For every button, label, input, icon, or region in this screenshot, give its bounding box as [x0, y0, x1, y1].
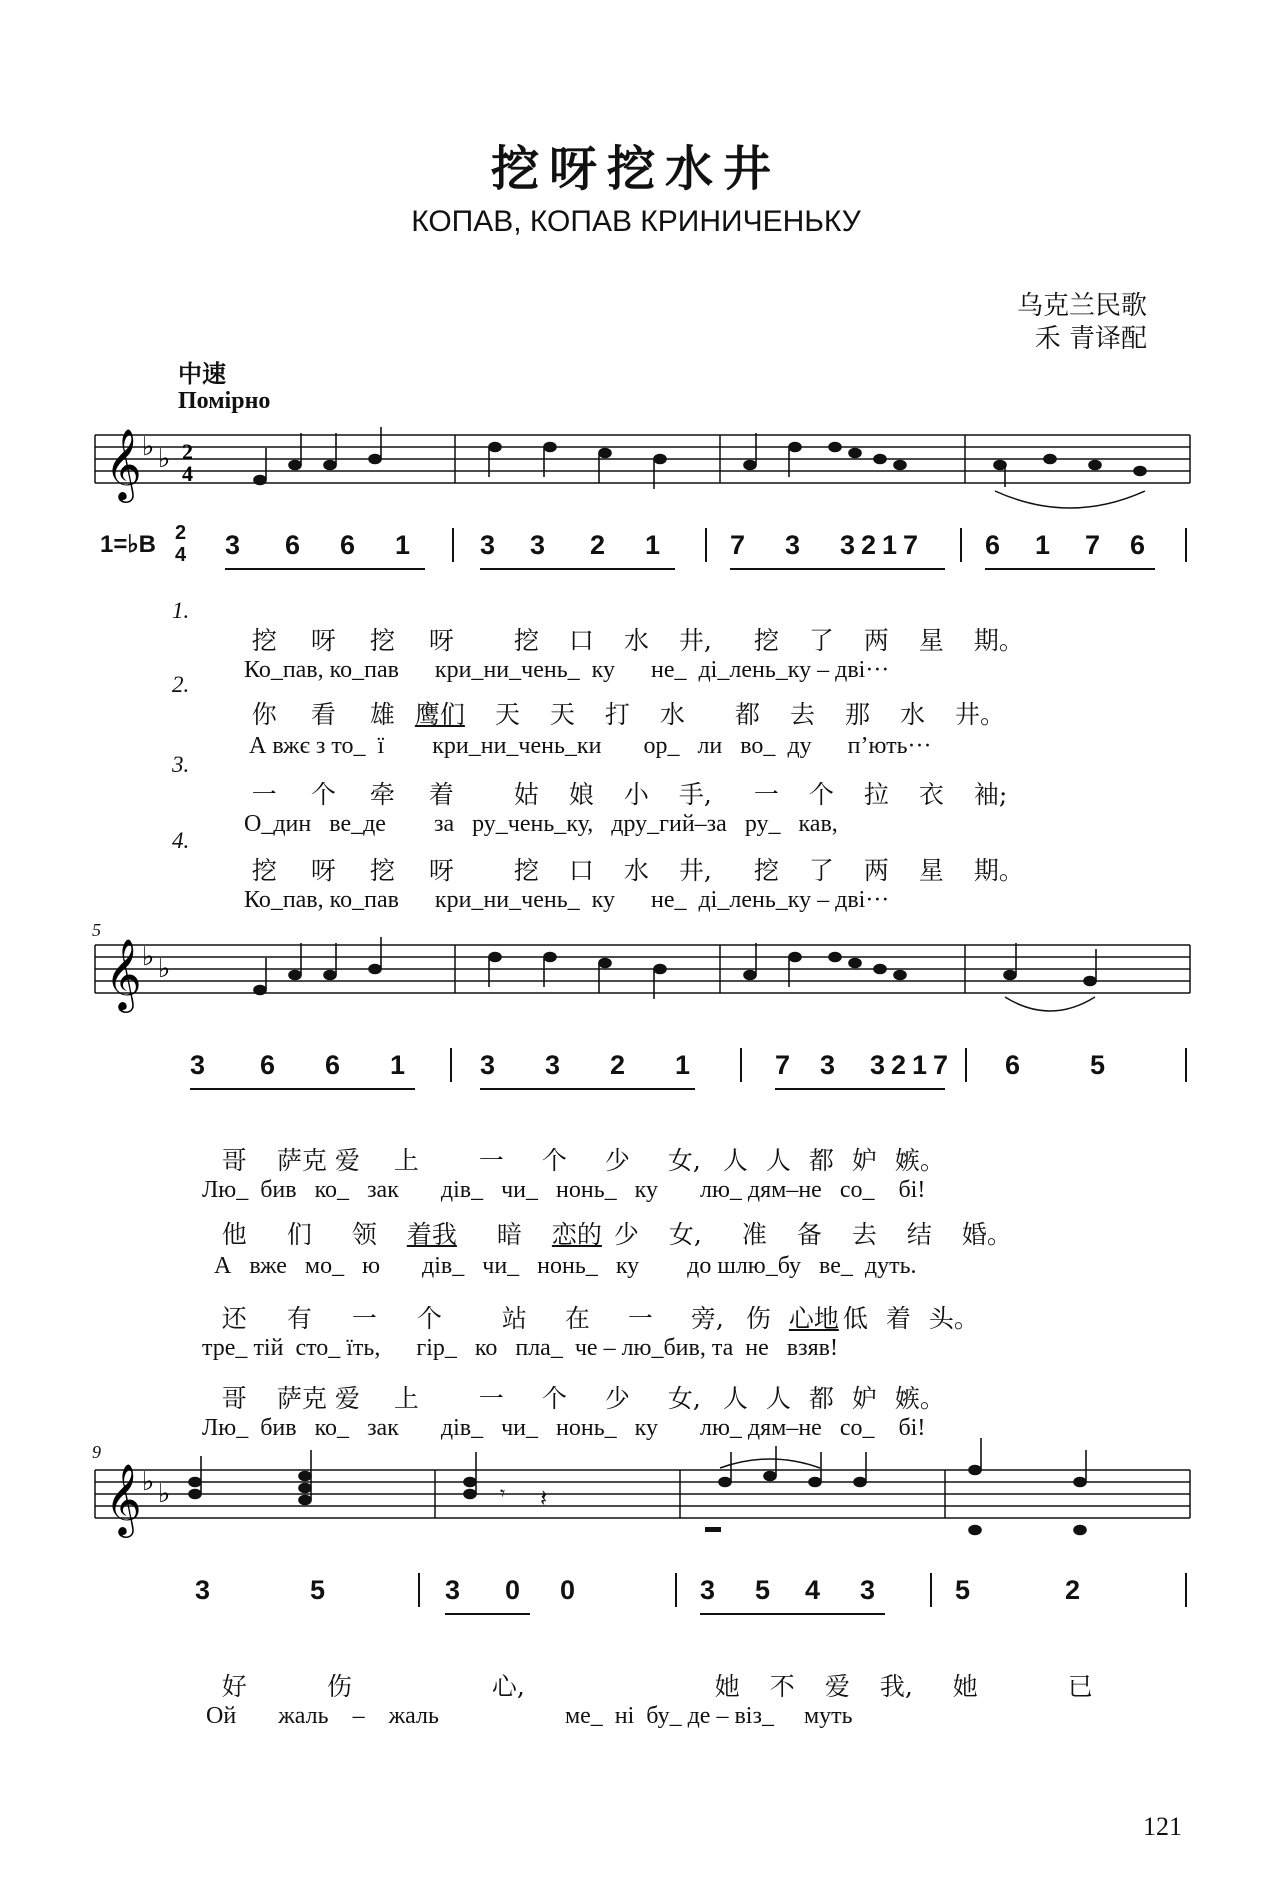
song-title-ukrainian: КОПАВ, КОПАВ КРИНИЧЕНЬКУ	[411, 205, 861, 238]
sys2-verse-2-cn: 他 们 领 着我 暗 恋的 少 女, 准 备 去 结 婚。	[221, 1220, 1012, 1249]
staff-system-3	[90, 1450, 1200, 1550]
sys2-verse-3-ua: тре_ тій сто_ їть, гір_ ко пла_ че – лю_бив, та не взяв!	[202, 1335, 838, 1361]
verse-1-ua: Ко_пав, ко_пав кри_ни_чень_ ку не_ ді_лень_ку – дві···	[244, 657, 890, 683]
flat-sign-icon: ♭	[142, 432, 155, 462]
sys3-verse-cn: 好 伤 心, 她 不 爱 我, 她 已	[221, 1672, 1093, 1701]
verse-4-ua: Ко_пав, ко_пав кри_ни_чень_ ку не_ ді_лень_ку – дві···	[244, 887, 890, 913]
jianpu-row-1: 1=♭B 2 4 3 6 6 1 3 3 2 1 7 3 3217 6 1 7 6	[0, 520, 1272, 580]
svg-text:𝄾: 𝄾	[500, 1481, 506, 1505]
sys2-verse-3-cn: 还 有 一 个 站 在 一 旁, 伤 心地 低 着 头。	[221, 1304, 979, 1333]
sys2-verse-2-ua: А вже мо_ ю дів_ чи_ нонь_ ку до шлю_бу ве_ дуть.	[214, 1253, 917, 1279]
sys2-verse-1-ua: Лю_ бив ко_ зак дів_ чи_ нонь_ ку лю_ дям–не со_ бі!	[202, 1177, 926, 1203]
svg-text:♭: ♭	[142, 942, 155, 972]
svg-text:𝄞: 𝄞	[105, 1462, 142, 1535]
svg-text:♭: ♭	[158, 1479, 171, 1509]
measure-number-9: 9	[92, 1442, 101, 1462]
translator-credit: 禾 青译配	[1034, 324, 1147, 354]
svg-text:𝄞: 𝄞	[105, 937, 142, 1010]
system1-notes	[254, 427, 1146, 489]
jianpu-row-2: 3 6 6 1 3 3 2 1 7 3 3217 6 5	[0, 1040, 1272, 1100]
measure-number-5: 5	[92, 920, 101, 940]
sys3-verse-ua: Ой жаль – жаль ме_ ні бу_ де – вiз_ муть	[206, 1703, 853, 1729]
origin-credit: 乌克兰民歌	[1016, 291, 1147, 321]
verse-3-cn: 一 个 牵 着 姑 娘 小 手, 一 个 拉 衣 袖;	[251, 780, 1008, 809]
verse-1-cn: 挖 呀 挖 呀 挖 口 水 井, 挖 了 两 星 期。	[251, 626, 1024, 655]
tempo-chinese: 中速	[178, 362, 226, 388]
verse-2-cn: 你 看 雄 鹰们 天 天 打 水 都 去 那 水 井。	[251, 700, 1005, 729]
verse-4-cn: 挖 呀 挖 呀 挖 口 水 井, 挖 了 两 星 期。	[251, 856, 1024, 885]
verse-3-ua: О_дин ве_де за ру_чень_ку, дру_гий–за ру_ кав,	[244, 811, 838, 837]
svg-text:♭: ♭	[158, 954, 171, 984]
jianpu-row-3: 3 5 3 0 0 3 5 4 3 5 2	[0, 1565, 1272, 1625]
staff-system-1	[90, 415, 1200, 515]
sys2-verse-4-ua: Лю_ бив ко_ зак дів_ чи_ нонь_ ку лю_ дям–не со_ бі!	[202, 1415, 926, 1441]
song-title-chinese: 挖呀挖水井	[490, 141, 781, 197]
tempo-ukrainian: Помірно	[178, 388, 271, 414]
svg-text:♭: ♭	[142, 1467, 155, 1497]
svg-text:𝄽: 𝄽	[540, 1484, 548, 1512]
key-signature: 1=♭B	[100, 531, 157, 558]
staff-system-2	[90, 925, 1200, 1025]
svg-text:2: 2	[182, 439, 193, 464]
svg-text:4: 4	[182, 461, 193, 486]
treble-clef-icon: 𝄞	[105, 427, 142, 500]
sys2-verse-4-cn: 哥 萨克 爱 上 一 个 少 女, 人 人 都 妒 嫉。	[221, 1384, 945, 1413]
verse-2-ua: А вжє з то_ ї кри_ни_чень_ки ор_ ли во_ ду п’ють···	[249, 733, 932, 759]
page-number: 121	[1143, 1812, 1182, 1841]
sys2-verse-1-cn: 哥 萨克 爱 上 一 个 少 女, 人 人 都 妒 嫉。	[221, 1146, 945, 1175]
svg-text:♭: ♭	[158, 444, 171, 474]
